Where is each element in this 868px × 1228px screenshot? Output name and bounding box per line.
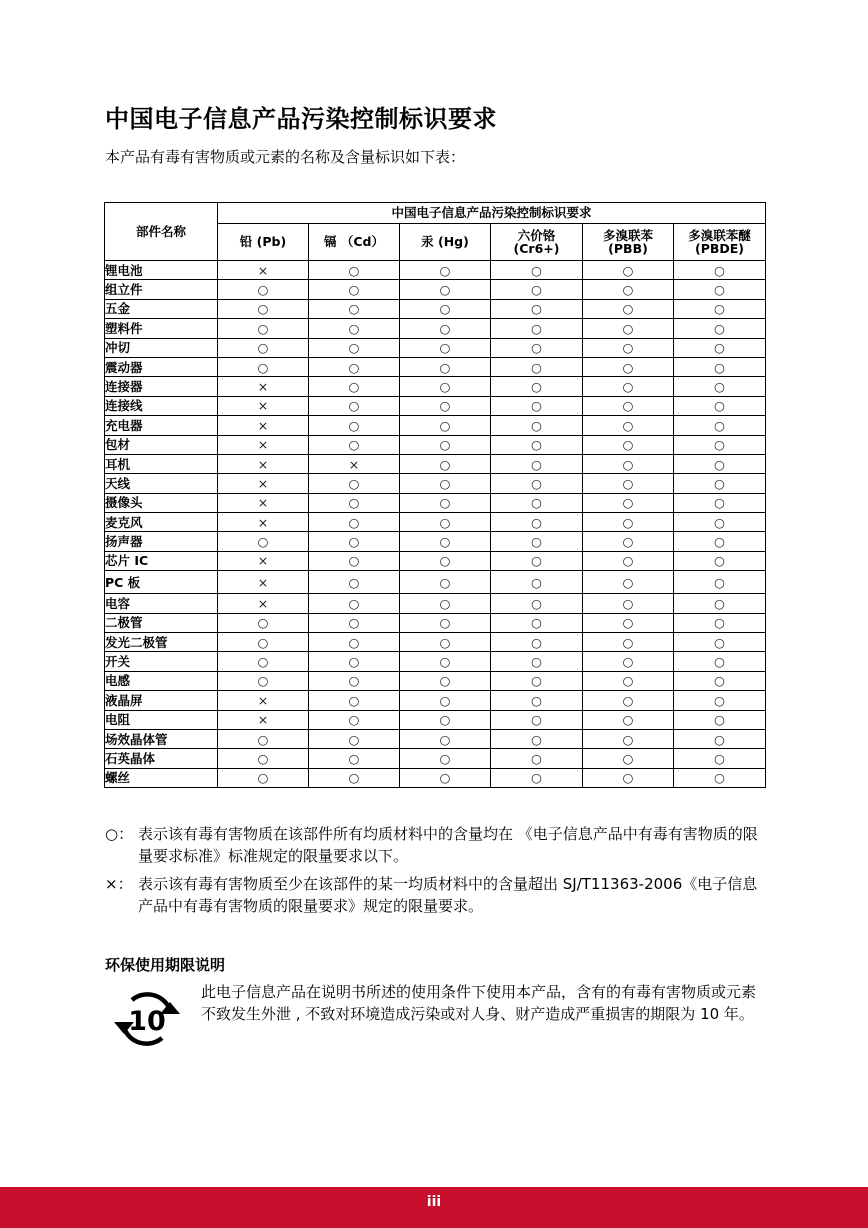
substance-mark-cell: ○ bbox=[674, 435, 766, 454]
part-name-cell: 麦克风 bbox=[105, 513, 218, 532]
substance-mark-cell: ○ bbox=[674, 532, 766, 551]
substance-mark-cell: ○ bbox=[491, 532, 583, 551]
substance-mark-cell: ○ bbox=[491, 474, 583, 493]
substance-mark-cell: ○ bbox=[583, 613, 674, 632]
table-row bbox=[105, 280, 766, 299]
table-row bbox=[105, 319, 766, 338]
table-row bbox=[105, 299, 766, 318]
substance-mark-cell: ○ bbox=[674, 729, 766, 748]
substance-mark-cell: ○ bbox=[400, 768, 491, 787]
substance-mark-cell: ○ bbox=[309, 652, 400, 671]
substance-mark-cell: ○ bbox=[674, 377, 766, 396]
substance-mark-cell: ○ bbox=[309, 338, 400, 357]
substance-mark-cell: ○ bbox=[583, 671, 674, 690]
substance-mark-cell: ○ bbox=[400, 513, 491, 532]
substance-mark-cell: ○ bbox=[400, 299, 491, 318]
table-row bbox=[105, 710, 766, 729]
substance-mark-cell: ○ bbox=[491, 691, 583, 710]
substance-mark-cell: ○ bbox=[583, 454, 674, 473]
substance-mark-cell: ○ bbox=[218, 338, 309, 357]
table-row bbox=[105, 749, 766, 768]
substance-mark-cell: ○ bbox=[674, 280, 766, 299]
substance-mark-cell: ○ bbox=[309, 532, 400, 551]
substance-mark-cell: ○ bbox=[674, 454, 766, 473]
substance-mark-cell: ○ bbox=[583, 416, 674, 435]
substance-mark-cell: ○ bbox=[309, 357, 400, 376]
substance-mark-cell: ○ bbox=[674, 416, 766, 435]
page-title: 中国电子信息产品污染控制标识要求 bbox=[105, 105, 497, 133]
substance-mark-cell: ○ bbox=[309, 729, 400, 748]
epup-10-year-logo-icon bbox=[112, 988, 182, 1050]
epup-heading: 环保使用期限说明 bbox=[105, 956, 226, 974]
substance-mark-cell: ○ bbox=[309, 474, 400, 493]
substance-mark-cell: ○ bbox=[400, 613, 491, 632]
part-name-cell: 充电器 bbox=[105, 416, 218, 435]
substance-mark-cell: ○ bbox=[400, 594, 491, 613]
substance-mark-cell: ○ bbox=[309, 613, 400, 632]
part-name-cell: 震动器 bbox=[105, 357, 218, 376]
substance-mark-cell: ○ bbox=[309, 571, 400, 594]
table-row bbox=[105, 396, 766, 415]
part-name-cell: 石英晶体 bbox=[105, 749, 218, 768]
substance-mark-cell: ○ bbox=[491, 493, 583, 512]
part-name-header: 部件名称 bbox=[105, 203, 218, 261]
table-row bbox=[105, 671, 766, 690]
substance-mark-cell: ○ bbox=[583, 532, 674, 551]
substance-mark-cell: ○ bbox=[309, 671, 400, 690]
substance-mark-cell: ○ bbox=[491, 435, 583, 454]
substance-mark-cell: ○ bbox=[674, 338, 766, 357]
table-row bbox=[105, 493, 766, 512]
substance-mark-cell: ○ bbox=[491, 319, 583, 338]
substance-mark-cell: ○ bbox=[400, 749, 491, 768]
table-row bbox=[105, 768, 766, 787]
substance-mark-cell: ○ bbox=[491, 633, 583, 652]
substance-mark-cell: ○ bbox=[583, 594, 674, 613]
table-row bbox=[105, 377, 766, 396]
substance-mark-cell: ○ bbox=[491, 513, 583, 532]
part-name-cell: 包材 bbox=[105, 435, 218, 454]
substance-mark-cell: ○ bbox=[491, 571, 583, 594]
substance-mark-cell: ○ bbox=[309, 299, 400, 318]
substance-mark-cell: ○ bbox=[400, 357, 491, 376]
hazardous-substances-table bbox=[104, 202, 766, 788]
substance-mark-cell: ○ bbox=[309, 551, 400, 570]
substance-mark-cell: × bbox=[218, 261, 309, 280]
substance-mark-cell: ○ bbox=[218, 768, 309, 787]
substance-mark-cell: ○ bbox=[400, 691, 491, 710]
substance-mark-cell: ○ bbox=[583, 377, 674, 396]
substance-mark-cell: ○ bbox=[491, 671, 583, 690]
substance-group-header: 中国电子信息产品污染控制标识要求 bbox=[218, 203, 766, 224]
substance-mark-cell: ○ bbox=[674, 710, 766, 729]
substance-mark-cell: ○ bbox=[583, 551, 674, 570]
substance-mark-cell: ○ bbox=[491, 396, 583, 415]
substance-mark-cell: ○ bbox=[583, 261, 674, 280]
table-row bbox=[105, 551, 766, 570]
substance-mark-cell: ○ bbox=[400, 551, 491, 570]
substance-mark-cell: ○ bbox=[583, 357, 674, 376]
substance-mark-cell: ○ bbox=[583, 691, 674, 710]
part-name-cell: 连接线 bbox=[105, 396, 218, 415]
substance-mark-cell: ○ bbox=[218, 532, 309, 551]
substance-mark-cell: ○ bbox=[309, 513, 400, 532]
substance-mark-cell: ○ bbox=[309, 416, 400, 435]
substance-mark-cell: ○ bbox=[491, 299, 583, 318]
substance-mark-cell: ○ bbox=[674, 613, 766, 632]
substance-mark-cell: ○ bbox=[583, 338, 674, 357]
substance-mark-cell: × bbox=[309, 454, 400, 473]
substance-mark-cell: ○ bbox=[400, 729, 491, 748]
substance-mark-cell: ○ bbox=[491, 357, 583, 376]
part-name-cell: 电感 bbox=[105, 671, 218, 690]
substance-mark-cell: ○ bbox=[309, 261, 400, 280]
substance-mark-cell: ○ bbox=[218, 613, 309, 632]
substance-mark-cell: ○ bbox=[309, 749, 400, 768]
substance-mark-cell: ○ bbox=[674, 261, 766, 280]
substance-mark-cell: ○ bbox=[583, 710, 674, 729]
part-name-cell: PC 板 bbox=[105, 571, 218, 594]
substance-mark-cell: ○ bbox=[400, 261, 491, 280]
part-name-cell: 发光二极管 bbox=[105, 633, 218, 652]
substance-mark-cell: ○ bbox=[400, 532, 491, 551]
substance-mark-cell: × bbox=[218, 551, 309, 570]
table-row bbox=[105, 513, 766, 532]
substance-mark-cell: × bbox=[218, 435, 309, 454]
substance-mark-cell: ○ bbox=[218, 729, 309, 748]
substance-column-header: 多溴联苯 (PBB) bbox=[583, 224, 674, 261]
substance-mark-cell: ○ bbox=[583, 299, 674, 318]
substance-mark-cell: ○ bbox=[491, 551, 583, 570]
circle-symbol: ○： bbox=[105, 825, 134, 843]
part-name-cell: 电容 bbox=[105, 594, 218, 613]
substance-mark-cell: ○ bbox=[400, 493, 491, 512]
substance-mark-cell: ○ bbox=[400, 671, 491, 690]
substance-mark-cell: ○ bbox=[491, 710, 583, 729]
substance-mark-cell: × bbox=[218, 691, 309, 710]
substance-mark-cell: ○ bbox=[583, 396, 674, 415]
substance-mark-cell: ○ bbox=[674, 652, 766, 671]
table-row bbox=[105, 633, 766, 652]
part-name-cell: 组立件 bbox=[105, 280, 218, 299]
substance-column-header: 六价铬 (Cr6+) bbox=[491, 224, 583, 261]
table-row bbox=[105, 338, 766, 357]
substance-mark-cell: ○ bbox=[583, 513, 674, 532]
intro-text: 本产品有毒有害物质或元素的名称及含量标识如下表： bbox=[105, 148, 466, 166]
substance-mark-cell: ○ bbox=[400, 416, 491, 435]
substance-mark-cell: ○ bbox=[218, 357, 309, 376]
substance-mark-cell: ○ bbox=[491, 338, 583, 357]
substance-mark-cell: ○ bbox=[400, 396, 491, 415]
substance-mark-cell: ○ bbox=[400, 474, 491, 493]
substance-mark-cell: ○ bbox=[218, 652, 309, 671]
substance-mark-cell: ○ bbox=[491, 280, 583, 299]
substance-mark-cell: × bbox=[218, 454, 309, 473]
substance-mark-cell: ○ bbox=[491, 454, 583, 473]
substance-mark-cell: × bbox=[218, 416, 309, 435]
substance-column-header: 汞 (Hg) bbox=[400, 224, 491, 261]
substance-mark-cell: ○ bbox=[218, 749, 309, 768]
substance-mark-cell: ○ bbox=[309, 435, 400, 454]
part-name-cell: 电阻 bbox=[105, 710, 218, 729]
part-name-cell: 摄像头 bbox=[105, 493, 218, 512]
part-name-cell: 扬声器 bbox=[105, 532, 218, 551]
substance-mark-cell: ○ bbox=[583, 435, 674, 454]
substance-mark-cell: ○ bbox=[583, 652, 674, 671]
table-row bbox=[105, 691, 766, 710]
substance-mark-cell: ○ bbox=[491, 729, 583, 748]
part-name-cell: 场效晶体管 bbox=[105, 729, 218, 748]
substance-mark-cell: ○ bbox=[309, 768, 400, 787]
substance-mark-cell: ○ bbox=[674, 768, 766, 787]
part-name-cell: 天线 bbox=[105, 474, 218, 493]
table-row bbox=[105, 571, 766, 594]
substance-mark-cell: ○ bbox=[674, 396, 766, 415]
substance-mark-cell: ○ bbox=[583, 633, 674, 652]
cross-symbol: ×： bbox=[105, 875, 133, 893]
substance-mark-cell: ○ bbox=[674, 571, 766, 594]
substance-mark-cell: ○ bbox=[400, 280, 491, 299]
substance-mark-cell: × bbox=[218, 493, 309, 512]
substance-mark-cell: ○ bbox=[218, 280, 309, 299]
table-row bbox=[105, 435, 766, 454]
substance-mark-cell: ○ bbox=[491, 749, 583, 768]
substance-mark-cell: ○ bbox=[674, 691, 766, 710]
substance-column-header: 铅 (Pb) bbox=[218, 224, 309, 261]
table-row bbox=[105, 474, 766, 493]
substance-mark-cell: ○ bbox=[583, 571, 674, 594]
substance-mark-cell: ○ bbox=[583, 768, 674, 787]
part-name-cell: 五金 bbox=[105, 299, 218, 318]
substance-mark-cell: ○ bbox=[491, 416, 583, 435]
substance-mark-cell: ○ bbox=[491, 652, 583, 671]
substance-mark-cell: ○ bbox=[491, 613, 583, 632]
substance-mark-cell: ○ bbox=[400, 377, 491, 396]
part-name-cell: 冲切 bbox=[105, 338, 218, 357]
substance-mark-cell: ○ bbox=[674, 749, 766, 768]
substance-mark-cell: ○ bbox=[400, 571, 491, 594]
circle-legend-text: 表示该有毒有害物质在该部件所有均质材料中的含量均在 《电子信息产品中有毒有害物质的限量要求标准》标准规定的限量要求以下。 bbox=[138, 825, 758, 865]
substance-mark-cell: ○ bbox=[491, 594, 583, 613]
substance-mark-cell: ○ bbox=[309, 396, 400, 415]
substance-mark-cell: × bbox=[218, 474, 309, 493]
part-name-cell: 开关 bbox=[105, 652, 218, 671]
substance-mark-cell: ○ bbox=[400, 435, 491, 454]
substance-mark-cell: ○ bbox=[309, 691, 400, 710]
table-row bbox=[105, 594, 766, 613]
part-name-cell: 二极管 bbox=[105, 613, 218, 632]
substance-mark-cell: ○ bbox=[674, 513, 766, 532]
table-row bbox=[105, 454, 766, 473]
substance-mark-cell: × bbox=[218, 710, 309, 729]
epup-description: 此电子信息产品在说明书所述的使用条件下使用本产品，含有的有毒有害物质或元素不致发生外泄 , 不致对环境造成污染或对人身、财产造成严重损害的期限为 10 年。 bbox=[201, 983, 757, 1023]
substance-mark-cell: × bbox=[218, 377, 309, 396]
substance-mark-cell: ○ bbox=[491, 377, 583, 396]
table-row bbox=[105, 357, 766, 376]
substance-mark-cell: × bbox=[218, 594, 309, 613]
cross-legend-note bbox=[105, 873, 765, 917]
substance-mark-cell: ○ bbox=[218, 319, 309, 338]
substance-mark-cell: × bbox=[218, 513, 309, 532]
table-row bbox=[105, 652, 766, 671]
part-name-cell: 连接器 bbox=[105, 377, 218, 396]
part-name-cell: 塑料件 bbox=[105, 319, 218, 338]
substance-mark-cell: ○ bbox=[674, 594, 766, 613]
part-name-cell: 芯片 IC bbox=[105, 551, 218, 570]
substance-mark-cell: ○ bbox=[583, 749, 674, 768]
substance-mark-cell: ○ bbox=[674, 551, 766, 570]
substance-mark-cell: ○ bbox=[583, 729, 674, 748]
substance-mark-cell: ○ bbox=[309, 493, 400, 512]
substance-mark-cell: ○ bbox=[583, 493, 674, 512]
substance-mark-cell: ○ bbox=[674, 633, 766, 652]
substance-column-header: 多溴联苯醚 (PBDE) bbox=[674, 224, 766, 261]
substance-mark-cell: ○ bbox=[400, 633, 491, 652]
substance-mark-cell: ○ bbox=[491, 768, 583, 787]
substance-mark-cell: × bbox=[218, 396, 309, 415]
table-row bbox=[105, 261, 766, 280]
substance-mark-cell: ○ bbox=[400, 710, 491, 729]
substance-mark-cell: ○ bbox=[674, 671, 766, 690]
substance-mark-cell: ○ bbox=[400, 338, 491, 357]
page-number: iii bbox=[426, 1194, 442, 1210]
substance-mark-cell: ○ bbox=[309, 633, 400, 652]
table-row bbox=[105, 532, 766, 551]
part-name-cell: 耳机 bbox=[105, 454, 218, 473]
substance-mark-cell: ○ bbox=[309, 377, 400, 396]
substance-mark-cell: ○ bbox=[309, 710, 400, 729]
substance-mark-cell: ○ bbox=[674, 357, 766, 376]
table-row bbox=[105, 416, 766, 435]
substance-mark-cell: ○ bbox=[583, 319, 674, 338]
substance-column-header: 镉 （Cd） bbox=[309, 224, 400, 261]
substance-mark-cell: ○ bbox=[218, 299, 309, 318]
part-name-cell: 螺丝 bbox=[105, 768, 218, 787]
substance-mark-cell: ○ bbox=[491, 261, 583, 280]
substance-mark-cell: ○ bbox=[309, 280, 400, 299]
substance-mark-cell: ○ bbox=[674, 493, 766, 512]
substance-mark-cell: ○ bbox=[400, 319, 491, 338]
substance-mark-cell: ○ bbox=[674, 299, 766, 318]
substance-mark-cell: ○ bbox=[309, 319, 400, 338]
substance-mark-cell: ○ bbox=[400, 652, 491, 671]
substance-mark-cell: ○ bbox=[583, 474, 674, 493]
substance-mark-cell: ○ bbox=[218, 633, 309, 652]
substance-mark-cell: ○ bbox=[674, 474, 766, 493]
part-name-cell: 液晶屏 bbox=[105, 691, 218, 710]
table-row bbox=[105, 729, 766, 748]
cross-legend-text: 表示该有毒有害物质至少在该部件的某一均质材料中的含量超出 SJ/T11363-2006《电子信息产品中有毒有害物质的限量要求》规定的限量要求。 bbox=[138, 875, 758, 915]
substance-mark-cell: ○ bbox=[400, 454, 491, 473]
table-row bbox=[105, 613, 766, 632]
substance-mark-cell: × bbox=[218, 571, 309, 594]
substance-mark-cell: ○ bbox=[674, 319, 766, 338]
epup-logo-number: 10 bbox=[128, 1006, 166, 1037]
circle-legend-note bbox=[105, 823, 765, 867]
part-name-cell: 锂电池 bbox=[105, 261, 218, 280]
substance-mark-cell: ○ bbox=[583, 280, 674, 299]
substance-mark-cell: ○ bbox=[218, 671, 309, 690]
substance-mark-cell: ○ bbox=[309, 594, 400, 613]
